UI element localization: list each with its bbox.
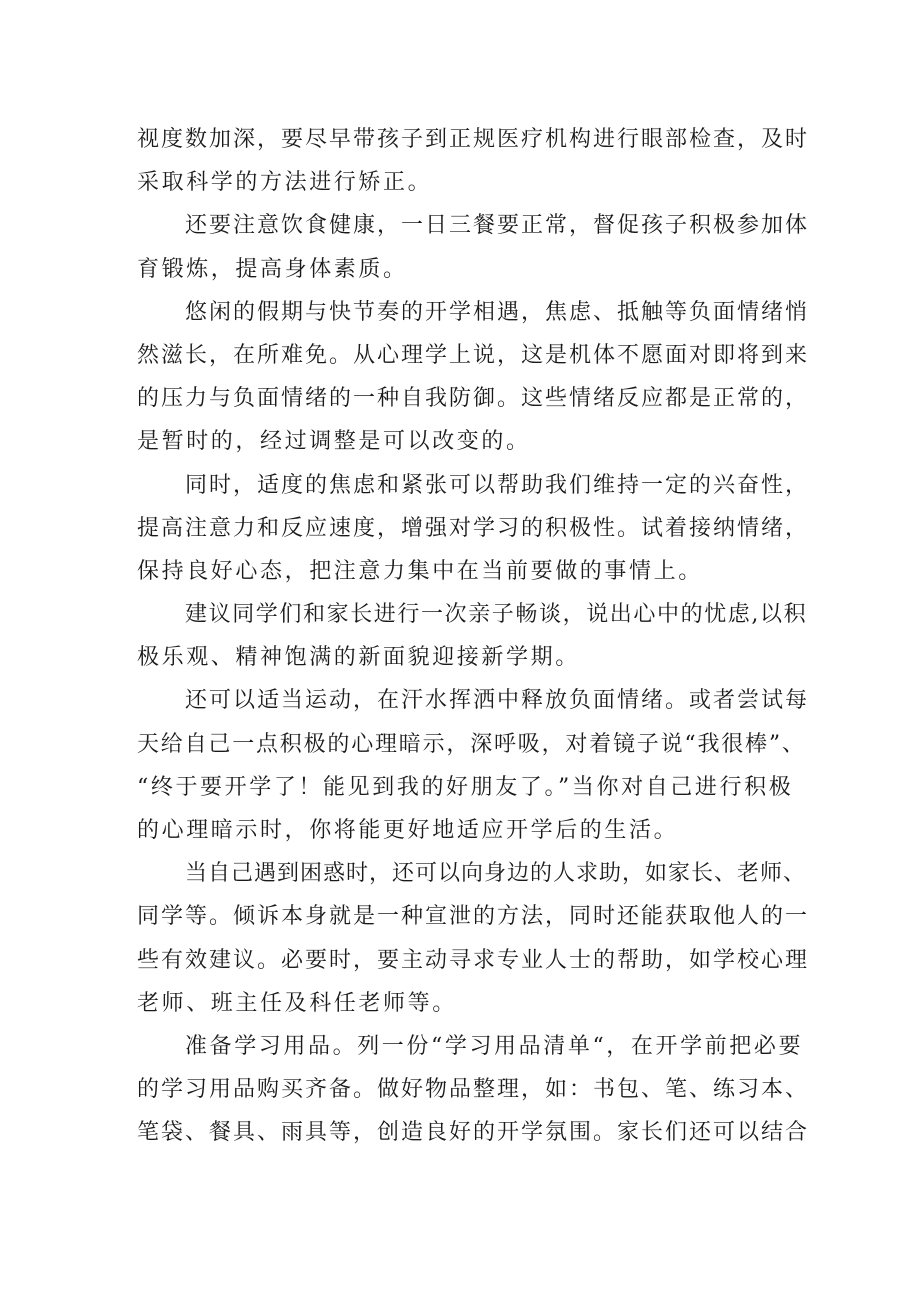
body-text [137, 118, 810, 1155]
text-line: 的心理暗示时，你将能更好地适应开学后的生活。 [137, 818, 679, 843]
text-line: 育锻炼，提高身体素质。 [137, 256, 408, 282]
text-line: 同学等。倾诉本身就是一种宣泄的方法，同时还能获取他人的一 [137, 904, 810, 930]
text-line: 笔袋、餐具、雨具等，创造良好的开学氛围。家长们还可以结合 [137, 1120, 810, 1146]
text-line: 是暂时的，经过调整是可以改变的。 [137, 429, 531, 455]
text-line: 老师、班主任及科任老师等。 [137, 990, 457, 1016]
text-line: 保持良好心态，把注意力集中在当前要做的事情上。 [137, 558, 703, 584]
text-line: 然滋长，在所难免。从心理学上说，这是机体不愿面对即将到来 [137, 342, 810, 368]
text-line: 天给自己一点积极的心理暗示，深呼吸，对着镜子说“我很棒”、 [137, 731, 806, 757]
text-line: 还可以适当运动，在汗水挥洒中释放负面情绪。或者尝试每 [185, 688, 810, 714]
text-line: “终于要开学了！能见到我的好朋友了。”当你对自己进行积极 [137, 774, 794, 800]
text-line: 视度数加深，要尽早带孩子到正规医疗机构进行眼部检查，及时 [137, 127, 810, 152]
text-line: 的压力与负面情绪的一种自我防御。这些情绪反应都是正常的， [137, 386, 810, 412]
text-line: 提高注意力和反应速度，增强对学习的积极性。试着接纳情绪， [137, 515, 810, 541]
text-line: 当自己遇到困惑时，还可以向身边的人求助，如家长、老师、 [185, 861, 807, 887]
text-line: 还要注意饮食健康，一日三餐要正常，督促孩子积极参加体 [185, 213, 810, 239]
text-line: 些有效建议。必要时，要主动寻求专业人士的帮助，如学校心理 [137, 947, 810, 973]
text-line: 的学习用品购买齐备。做好物品整理，如：书包、笔、练习本、 [137, 1077, 810, 1103]
text-line: 准备学习用品。列一份“学习用品清单“，在开学前把必要 [185, 1033, 804, 1059]
text-line: 极乐观、精神饱满的新面貌迎接新学期。 [137, 645, 580, 671]
text-line: 建议同学们和家长进行一次亲子畅谈，说出心中的忧虑,以积 [185, 602, 808, 628]
text-line: 采取科学的方法进行矫正。 [137, 170, 433, 196]
text-line: 同时，适度的焦虑和紧张可以帮助我们维持一定的兴奋性， [185, 472, 810, 498]
text-line: 悠闲的假期与快节奏的开学相遇，焦虑、抵触等负面情绪悄 [185, 299, 810, 325]
